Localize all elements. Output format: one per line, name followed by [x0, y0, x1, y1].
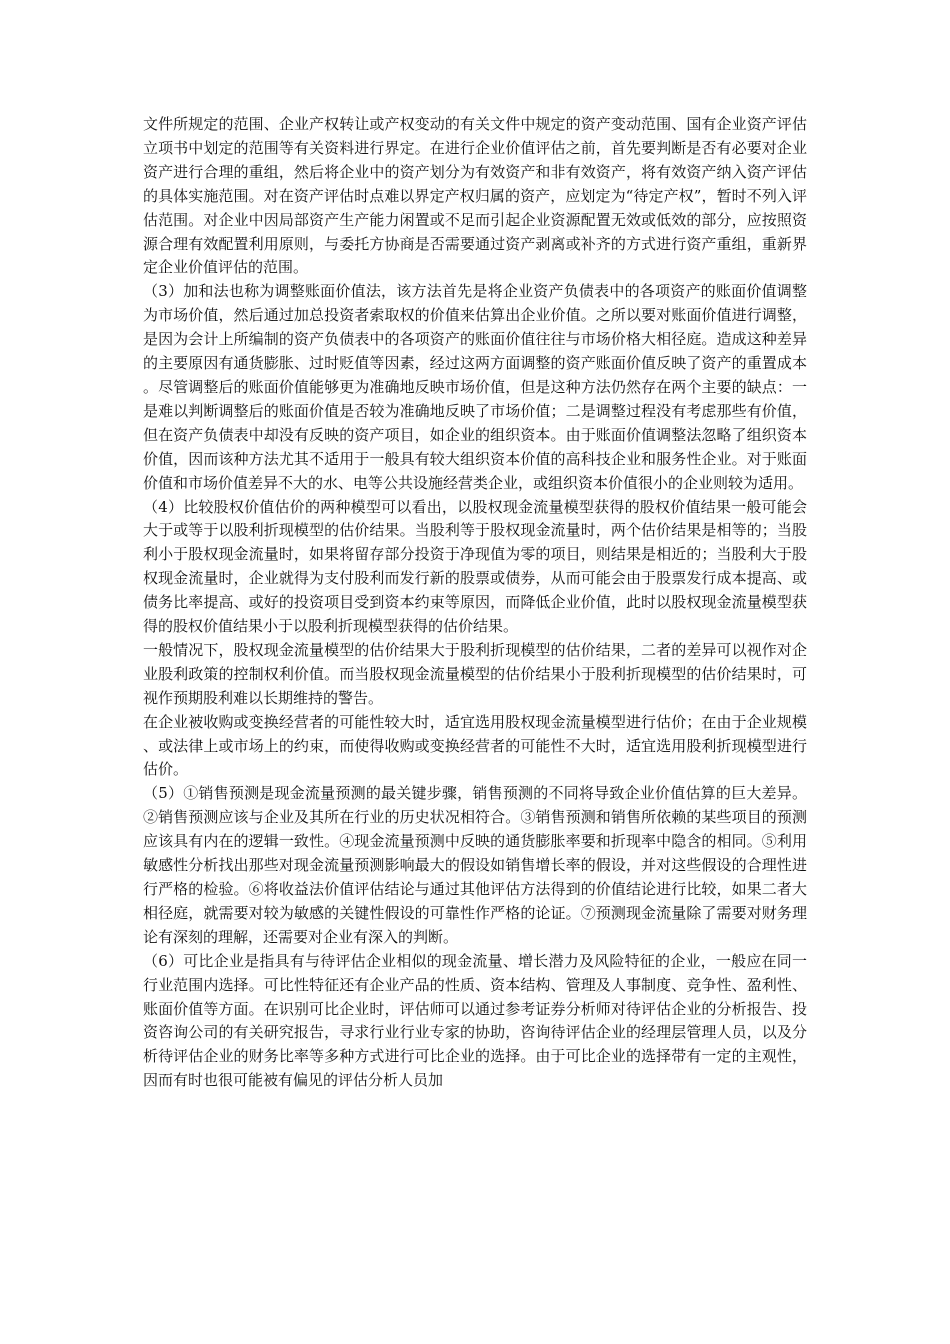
document-body: [143, 113, 807, 1093]
paragraph-5-sales-forecast: （5）①销售预测是现金流量预测的最关键步骤，销售预测的不同将导致企业价值估算的巨大差异。②销售预测应该与企业及其所在行业的历史状况相符合。③销售预测和销售所依赖的某些项目的预测应该具有内在的逻辑一致性。④现金流量预测中反映的通货膨胀率要和折现率中隐含的相同。⑤利用敏感性分析找出那些对现金流量预测影响最大的假设如销售增长率的假设，并对这些假设的合理性进行严格的检验。⑥将收益法价值评估结论与通过其他评估方法得到的价值结论进行比较，如果二者大相径庭，就需要对较为敏感的关键性假设的可靠性作严格的论证。⑦预测现金流量除了需要对财务理论有深刻的理解，还需要对企业有深入的判断。: [143, 784, 807, 946]
paragraph-4-equity-models: （4）比较股权价值估价的两种模型可以看出，以股权现金流量模型获得的股权价值结果一般可能会大于或等于以股利折现模型的估价结果。当股利等于股权现金流量时，两个估价结果是相等的；当股利小于股权现金流量时，如果将留存部分投资于净现值为零的项目，则结果是相近的；当股利大于股权现金流量时，企业就得为支付股利而发行新的股票或债券，从而可能会由于股票发行成本提高、或债务比率提高、或好的投资项目受到资本约束等原因，而降低企业价值，此时以股权现金流量模型获得的股权价值结果小于以股利折现模型获得的估价结果。: [143, 497, 807, 636]
paragraph-6-comparable-companies: （6）可比企业是指具有与待评估企业相似的现金流量、增长潜力及风险特征的企业，一般应在同一行业范围内选择。可比性特征还有企业产品的性质、资本结构、管理及人事制度、竞争性、盈利性、账面价值等方面。在识别可比企业时，评估师可以通过参考证券分析师对待评估企业的分析报告、投资咨询公司的有关研究报告，寻求行业行业专家的协助，咨询待评估企业的经理层管理人员，以及分析待评估企业的财务比率等多种方式进行可比企业的选择。由于可比企业的选择带有一定的主观性，因而有时也很可能被有偏见的评估分析人员加: [143, 951, 807, 1090]
paragraph-model-difference: 一般情况下，股权现金流量模型的估价结果大于股利折现模型的估价结果，二者的差异可以视作对企业股利政策的控制权利价值。而当股权现金流量模型的估价结果小于股利折现模型的估价结果时，可视作预期股利难以长期维持的警告。: [143, 640, 807, 707]
paragraph-model-selection: 在企业被收购或变换经营者的可能性较大时，适宜选用股权现金流量模型进行估价；在由于企业规模、或法律上或市场上的约束，而使得收购或变换经营者的可能性不大时，适宜选用股利折现模型进行估价。: [143, 712, 807, 779]
paragraph-3-additive-method: （3）加和法也称为调整账面价值法，该方法首先是将企业资产负债表中的各项资产的账面价值调整为市场价值，然后通过加总投资者索取权的价值来估算出企业价值。之所以要对账面价值进行调整，是因为会计上所编制的资产负债表中的各项资产的账面价值往往与市场价格大相径庭。造成这种差异的主要原因有通货膨胀、过时贬值等因素，经过这两方面调整的资产账面价值反映了资产的重置成本。尽管调整后的账面价值能够更为准确地反映市场价值，但是这种方法仍然存在两个主要的缺点：一是难以判断调整后的账面价值是否较为准确地反映了市场价值；二是调整过程没有考虑那些有价值，但在资产负债表中却没有反映的资产项目，如企业的组织资本。由于账面价值调整法忽略了组织资本价值，因而该种方法尤其不适用于一般具有较大组织资本价值的高科技企业和服务性企业。对于账面价值和市场价值差异不大的水、电等公共设施经营类企业，或组织资本价值很小的企业则较为适用。: [143, 282, 807, 492]
paragraph-scope-definition: 文件所规定的范围、企业产权转让或产权变动的有关文件中规定的资产变动范围、国有企业资产评估立项书中划定的范围等有关资料进行界定。在进行企业价值评估之前，首先要判断是否有必要对企业资产进行合理的重组，然后将企业中的资产划分为有效资产和非有效资产，将有效资产纳入资产评估的具体实施范围。对在资产评估时点难以界定产权归属的资产，应划定为“待定产权”，暂时不列入评估范围。对企业中因局部资产生产能力闲置或不足而引起企业资源配置无效或低效的部分，应按照资源合理有效配置利用原则，与委托方协商是否需要通过资产剥离或补齐的方式进行资产重组，重新界定企业价值评估的范围。: [143, 115, 807, 277]
